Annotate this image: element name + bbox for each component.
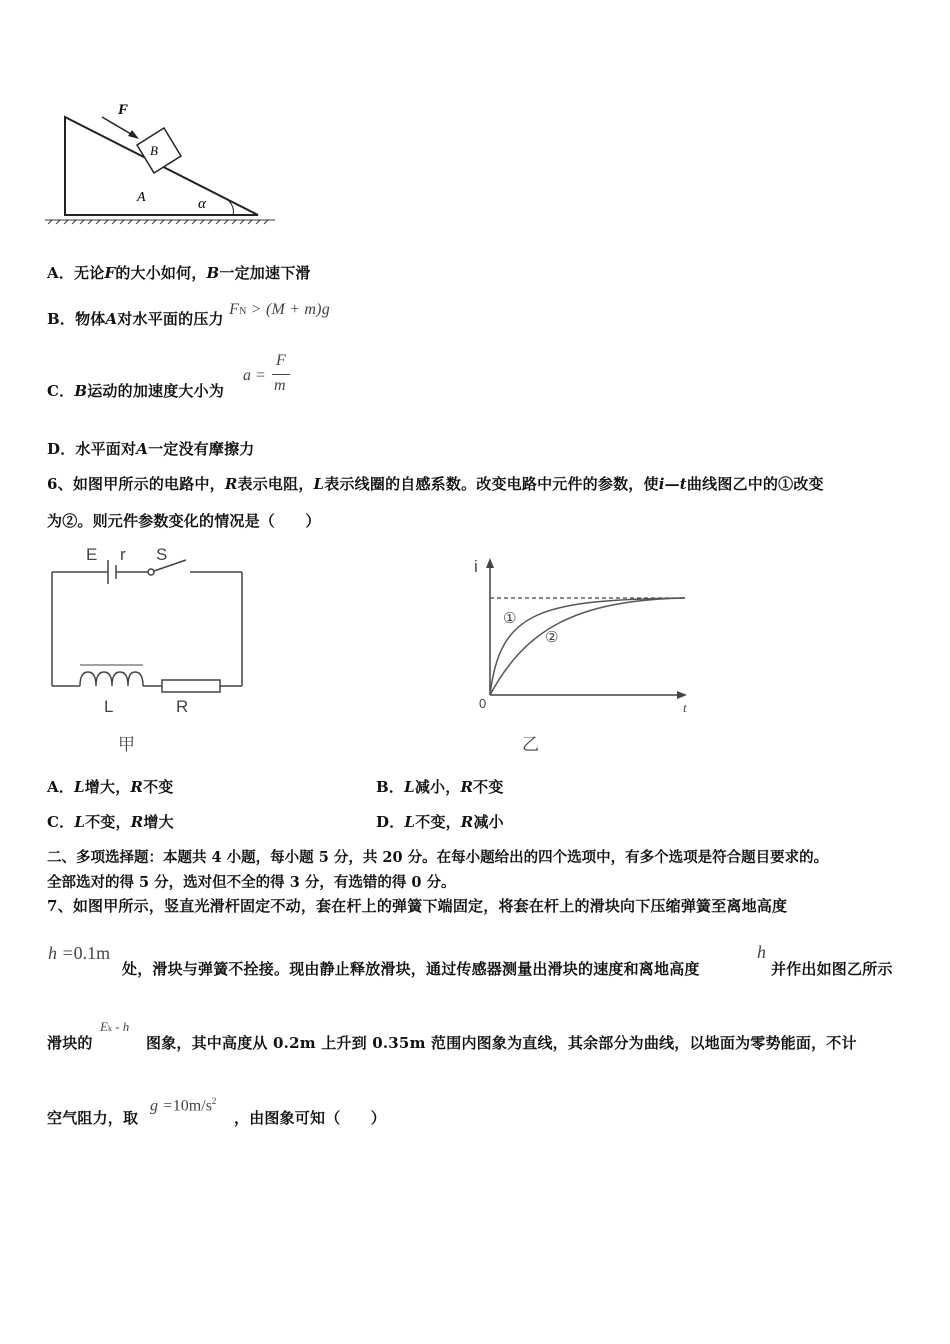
x-axis-label: t bbox=[683, 700, 687, 715]
label-alpha: α bbox=[198, 196, 206, 212]
x-axis-arrow bbox=[677, 691, 687, 699]
q5-option-a: A．无论F的大小如何，B一定加速下滑 bbox=[47, 264, 311, 282]
h-variable: h bbox=[757, 942, 766, 962]
q6-option-d: D．L不变，R减小 bbox=[376, 813, 504, 831]
y-axis-arrow bbox=[486, 558, 494, 568]
curve-2 bbox=[490, 598, 685, 695]
q7-stem-line4: ，由图象可知（ ） bbox=[234, 1109, 387, 1127]
origin-label: 0 bbox=[479, 696, 487, 711]
resistor-R bbox=[162, 680, 220, 692]
g-value-formula: $g =10m/s^2$ bbox=[150, 1096, 217, 1115]
fraction-bar bbox=[272, 374, 290, 375]
label-B: B bbox=[150, 143, 158, 158]
y-axis-label: i bbox=[474, 557, 478, 576]
q6-option-b: B．L减小，R不变 bbox=[376, 778, 504, 796]
caption-yi: 乙 bbox=[522, 735, 539, 755]
q7-stem-line1: 7、如图甲所示，竖直光滑杆固定不动，套在杆上的弹簧下端固定，将套在杆上的滑块向下压缩弹簧至离地高度 bbox=[47, 897, 788, 915]
ground-hatching bbox=[45, 220, 275, 224]
q6-option-c: C．L不变，R增大 bbox=[47, 813, 174, 831]
label-r: r bbox=[120, 545, 126, 564]
curve-1-label: ① bbox=[503, 609, 517, 627]
curve-1 bbox=[490, 598, 685, 695]
section2-instructions-line1: 二、多项选择题：本题共 4 小题，每小题 5 分，共 20 分。在每小题给出的四个选项中，有多个选项是符合题目要求的。 bbox=[47, 849, 829, 866]
q5-option-c: C．B运动的加速度大小为 bbox=[47, 382, 225, 400]
label-S: S bbox=[156, 545, 168, 564]
block-B bbox=[137, 128, 181, 173]
section2-instructions-line2: 全部选对的得 5 分，选对但不全的得 3 分，有选错的得 0 分。 bbox=[47, 874, 456, 891]
it-graph bbox=[465, 550, 705, 760]
circuit-figure bbox=[40, 540, 260, 760]
q6-stem-line1: 6、如图甲所示的电路中，R表示电阻，L表示线圈的自感系数。改变电路中元件的参数，使i—t曲线图乙中的①改变 bbox=[47, 475, 824, 493]
q5-option-d: D．水平面对A一定没有摩擦力 bbox=[47, 440, 255, 458]
q7-stem-line3: 图象，其中高度从 0.2m 上升到 0.35m 范围内图象为直线，其余部分为曲线，以地面为零势能面，不计 bbox=[146, 1034, 857, 1052]
label-E: E bbox=[86, 545, 98, 564]
q6-stem-line2: 为②。则元件参数变化的情况是（ ） bbox=[47, 512, 321, 530]
h-value-formula: h =0.1m bbox=[48, 943, 111, 963]
pressure-formula: FN > (M + m)g bbox=[229, 301, 330, 318]
caption-jia: 甲 bbox=[118, 735, 135, 755]
q6-option-a: A．L增大，R不变 bbox=[47, 778, 174, 796]
q5-option-b: B．物体A对水平面的压力 FN > (M + m)g bbox=[47, 301, 330, 328]
q7-stem-line3-start: 滑块的 bbox=[47, 1034, 93, 1052]
inductor-coil-L bbox=[80, 672, 143, 686]
label-L: L bbox=[104, 697, 114, 716]
ek-h-label: Ek - h bbox=[100, 1019, 130, 1034]
label-A: A bbox=[137, 190, 146, 205]
label-R: R bbox=[176, 697, 189, 716]
q7-stem-line2-end: 并作出如图乙所示 bbox=[771, 960, 893, 978]
label-F: F bbox=[118, 102, 129, 118]
q7-stem-line2: 处，滑块与弹簧不拴接。现由静止释放滑块，通过传感器测量出滑块的速度和离地高度 bbox=[122, 960, 700, 978]
force-arrowhead bbox=[128, 130, 139, 139]
curve-2-label: ② bbox=[545, 628, 559, 646]
switch-pivot bbox=[148, 569, 154, 575]
incline-figure bbox=[40, 95, 280, 230]
q7-stem-line4-start: 空气阻力，取 bbox=[47, 1109, 139, 1127]
